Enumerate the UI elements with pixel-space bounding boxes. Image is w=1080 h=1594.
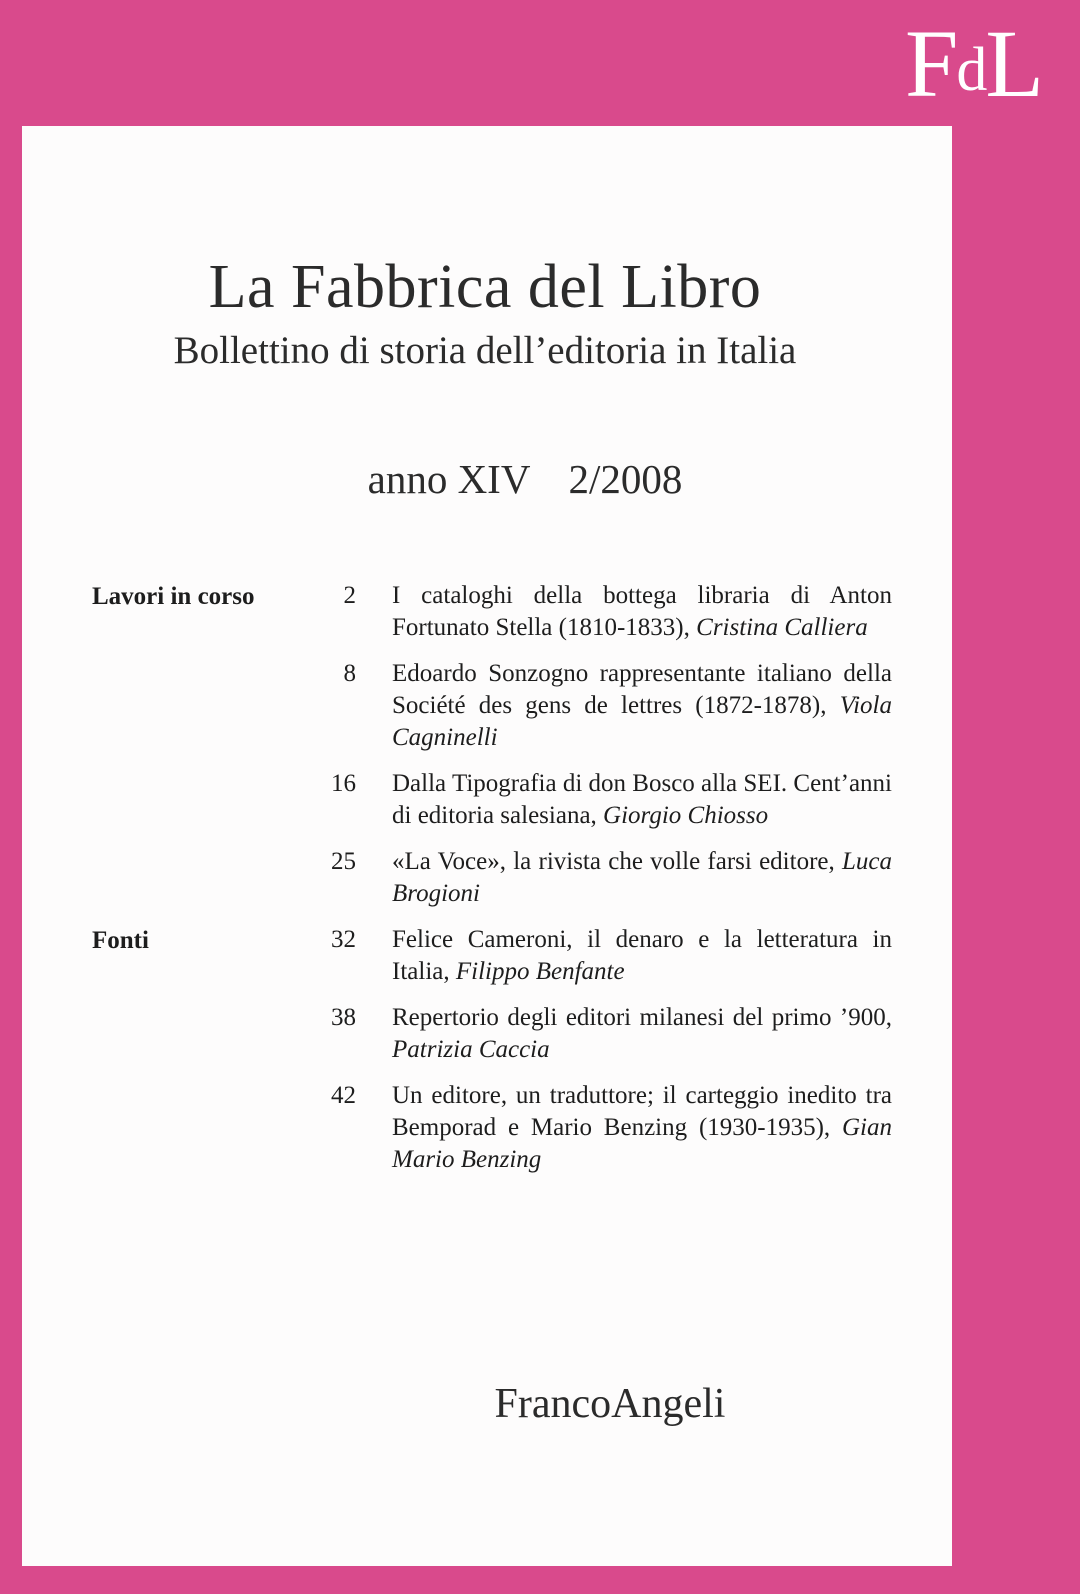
toc-entry-text [372,846,892,910]
toc-page-number: 2 [343,582,356,609]
logo-letter-l: L [985,10,1042,117]
toc-entry-text [372,768,892,832]
toc-section-label: Lavori in corso [92,583,255,610]
toc-entry-title: Dalla Tipografia di don Bosco alla SEI. Cent’anni di editoria salesiana, [392,770,892,829]
journal-subtitle: Bollettino di storia dell’editoria in Italia [173,329,797,373]
toc-section-label [92,1002,292,1003]
toc-page-number: 16 [331,770,356,797]
toc-entry-title: Felice Cameroni, il denaro e la letteratura in Italia, [392,926,892,985]
toc-section-label [92,846,292,847]
toc-entry-text [372,658,892,754]
toc-page-number: 38 [331,1004,356,1031]
toc-entry [92,846,892,910]
toc-section-label: Fonti [92,927,149,954]
toc-entry-title: «La Voce», la rivista che volle farsi editore, [392,848,842,875]
toc-entry-title: Un editore, un traduttore; il carteggio inedito tra Bemporad e Mario Benzing (1930-1935), [392,1082,892,1141]
logo-letter-f: F [904,10,957,117]
toc-entry [92,1002,892,1066]
toc-section-label [92,768,292,769]
title-block [0,255,930,375]
toc-entry-author: Filippo Benfante [455,958,625,985]
publisher-name: FrancoAngeli [494,1381,726,1427]
toc-entry-author: Patrizia Caccia [392,1036,550,1063]
toc-entry-author: Giorgio Chiosso [603,802,769,829]
toc-page-number: 32 [331,926,356,953]
toc-section-label [92,658,292,659]
toc-entry-title: Edoardo Sonzogno rappresentante italiano della Société des gens de lettres (1872-1878), [392,660,892,719]
toc-entry-author: Viola Cagninelli [392,692,892,751]
toc-entry-text [372,580,892,644]
toc-entry-text [372,1080,892,1176]
toc-entry [92,924,892,988]
toc-entry-text [372,924,892,988]
logo-letter-d: d [956,36,986,104]
toc-entry-author: Cristina Calliera [696,614,868,641]
toc-page-number: 8 [343,660,356,687]
journal-title: La Fabbrica del Libro [208,253,762,321]
toc-section-label [92,1080,292,1081]
toc-entry [92,768,892,832]
toc-entry-author: Gian Mario Benzing [392,1114,892,1173]
toc-entry-title: I cataloghi della bottega libraria di Anton Fortunato Stella (1810-1833), [392,582,892,641]
issue-number: 2/2008 [568,456,683,502]
toc-entry-text [372,1002,892,1066]
toc-entry [92,580,892,644]
toc-page-number: 25 [331,848,356,875]
toc-entry [92,1080,892,1176]
issue-line [0,455,930,503]
toc-entry [92,658,892,754]
issue-year: anno XIV [367,456,531,502]
toc-entry-title: Repertorio degli editori milanesi del primo ’900, [392,1004,892,1031]
fdl-logo [904,10,1042,117]
toc-entry-author: Luca Brogioni [392,848,892,907]
table-of-contents [92,580,892,1190]
toc-page-number: 42 [331,1082,356,1109]
